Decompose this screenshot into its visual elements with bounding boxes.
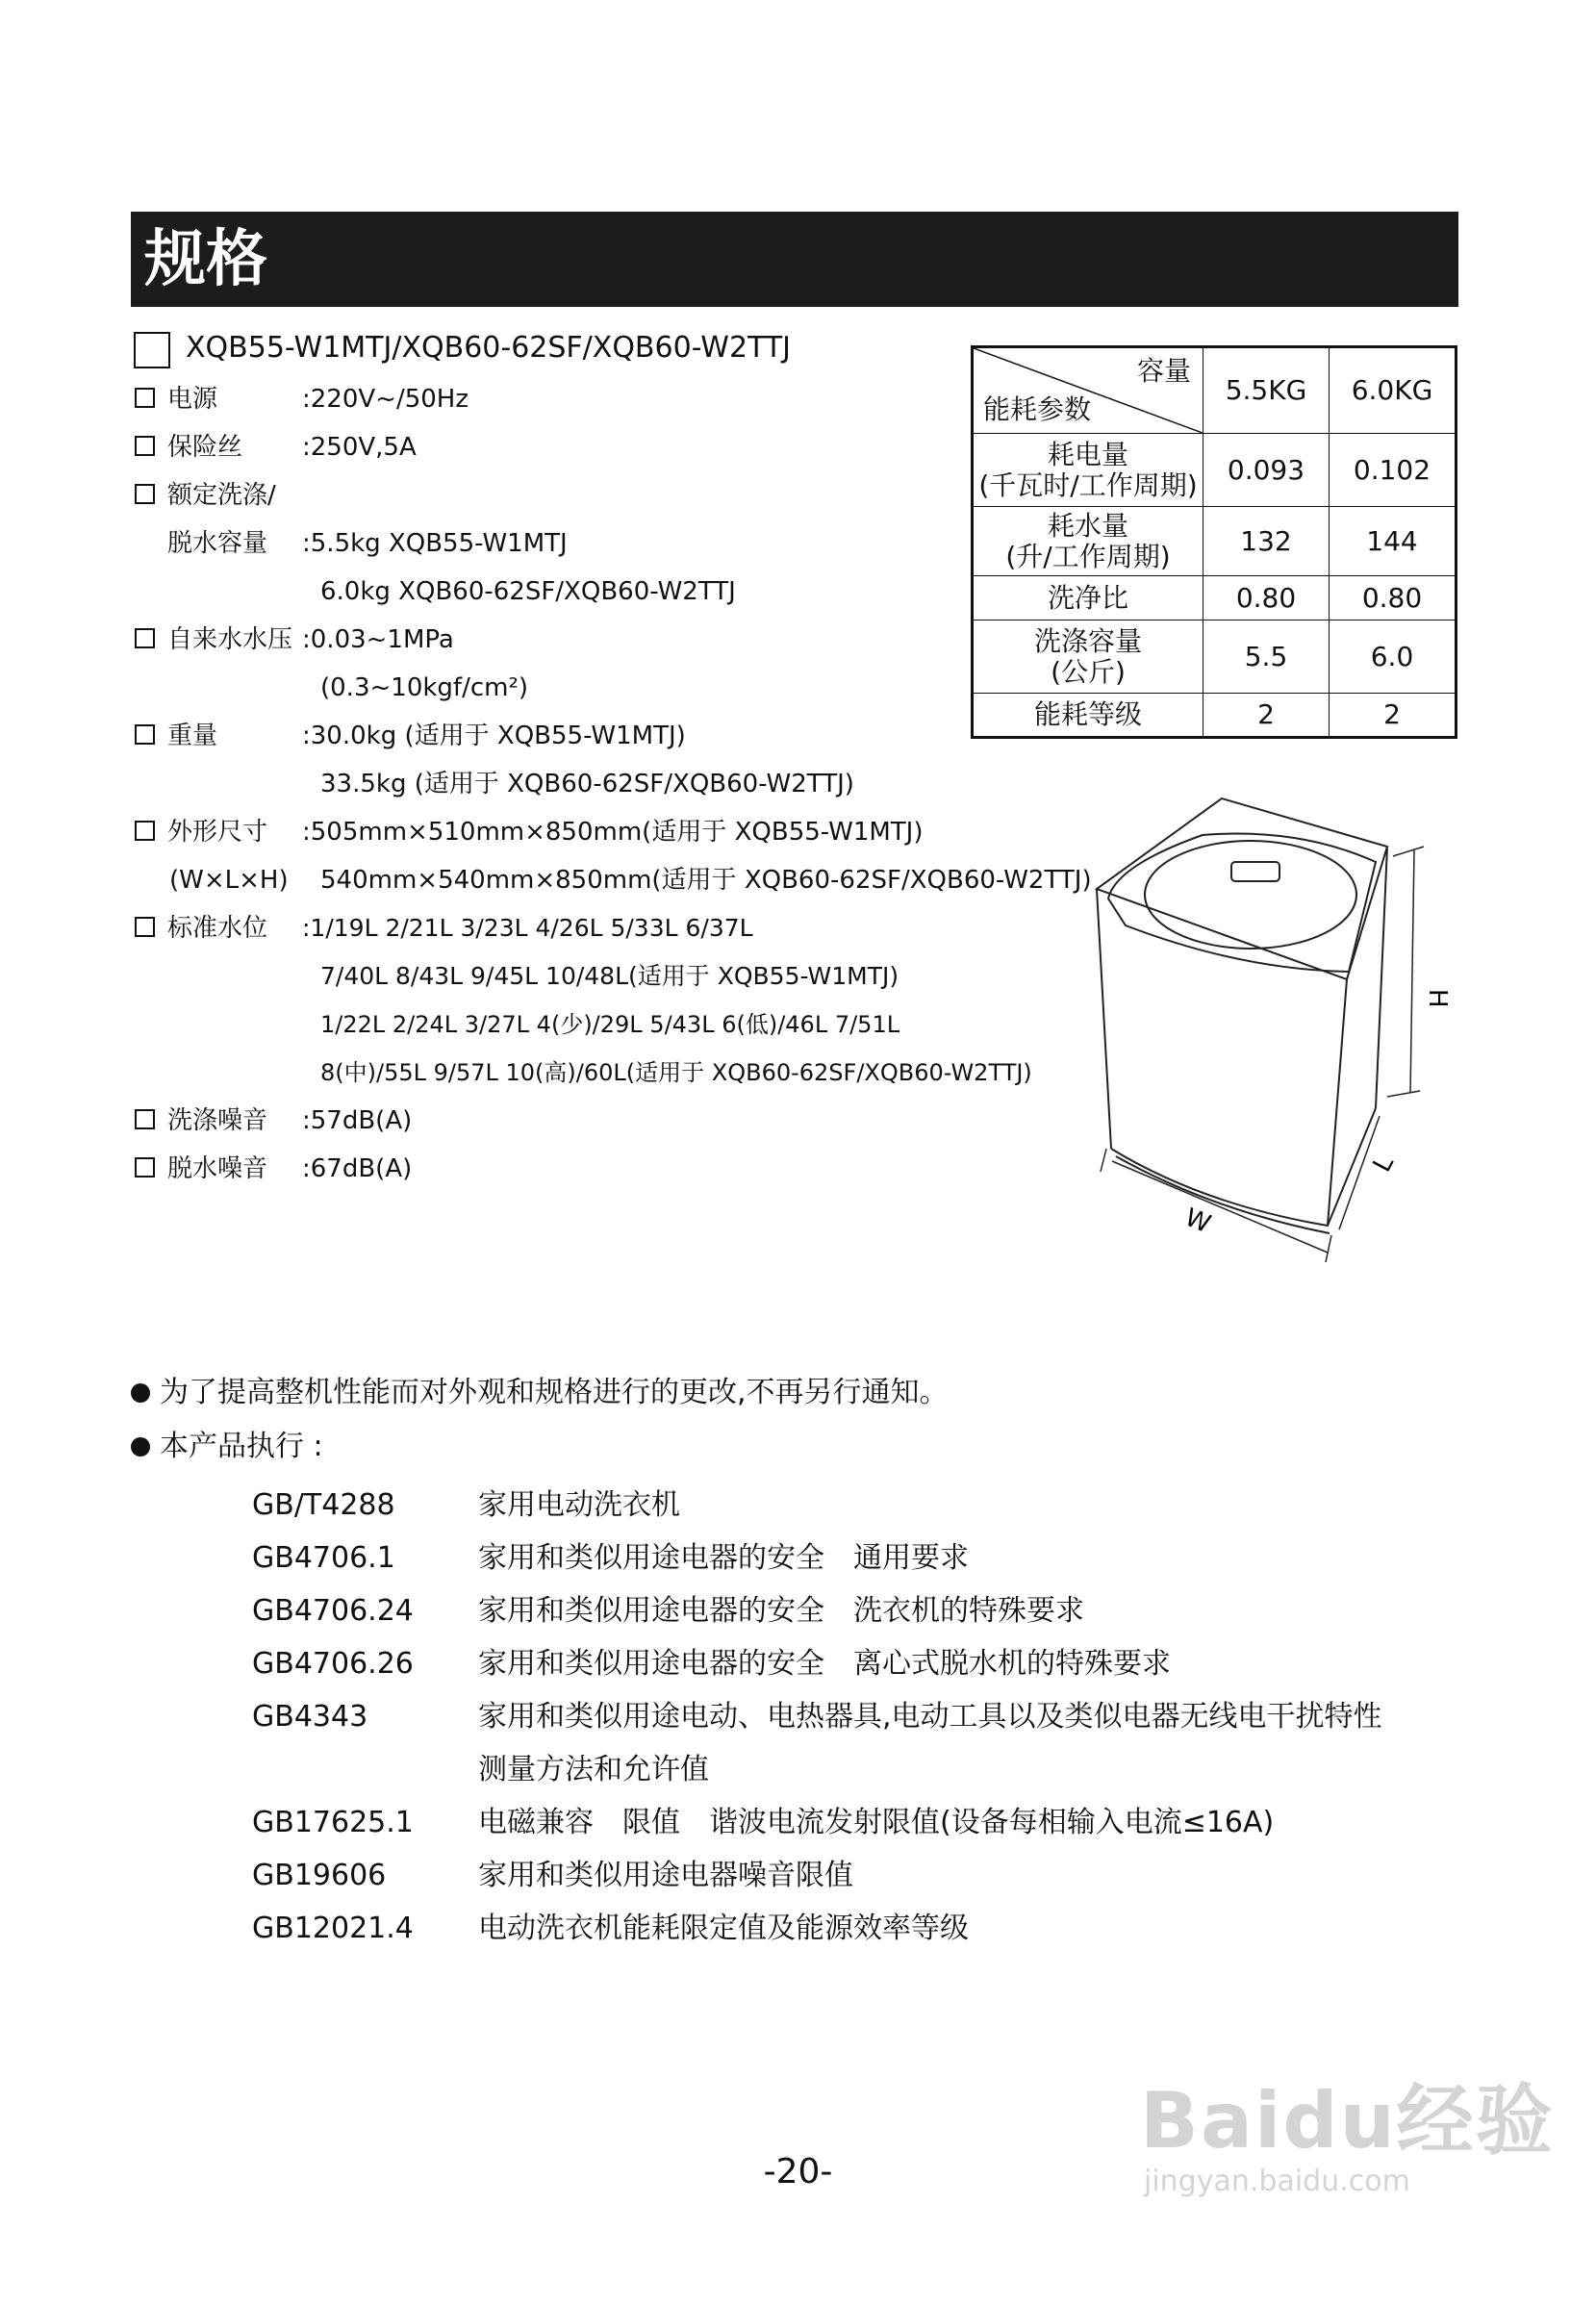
spec-value: 6.0kg XQB60-62SF/XQB60-W2TTJ	[320, 577, 736, 606]
length-label: L	[1367, 1151, 1400, 1178]
cell-value: 2	[1330, 694, 1457, 738]
spec-water-pressure	[131, 616, 1093, 664]
row-label-sub: (公斤)	[1051, 655, 1126, 688]
spec-sub-label: (W×L×H)	[169, 866, 289, 895]
cell-value: 144	[1330, 507, 1457, 576]
spec-value: 7/40L 8/43L 9/45L 10/48L(适用于 XQB55-W1MTJ)	[320, 962, 899, 990]
energy-header-row	[973, 347, 1457, 434]
header-energy-params: 能耗参数	[983, 393, 1092, 425]
note-text: 本产品执行 :	[160, 1430, 323, 1463]
height-label: H	[1423, 989, 1452, 1008]
spec-continuation	[131, 664, 1093, 712]
spec-continuation	[131, 1001, 1093, 1049]
spec-value: :67dB(A)	[302, 1154, 413, 1183]
table-row	[973, 434, 1457, 507]
header-col-6-0kg: 6.0KG	[1330, 347, 1457, 434]
spec-value: :250V,5A	[302, 433, 417, 462]
standard-desc: 家用电动洗衣机	[478, 1488, 680, 1522]
checkbox-icon	[135, 1109, 155, 1129]
height-dimension-line	[1410, 850, 1414, 1093]
standard-code: GB17625.1	[252, 1806, 414, 1839]
washer-front-left-edge	[1097, 889, 1111, 1149]
standard-code: GB/T4288	[252, 1488, 395, 1522]
standard-desc: 家用和类似用途电器的安全 离心式脱水机的特殊要求	[478, 1647, 1171, 1681]
spec-label: 脱水容量	[167, 529, 268, 558]
spec-continuation	[131, 760, 1093, 808]
header-capacity: 容量	[1136, 355, 1191, 387]
spec-value: :5.5kg XQB55-W1MTJ	[302, 529, 568, 558]
checkbox-icon	[135, 436, 155, 456]
baidu-watermark	[1140, 2078, 1555, 2199]
cell-value: 5.5	[1203, 621, 1330, 694]
spec-weight	[131, 712, 1093, 760]
spec-label: 保险丝	[167, 433, 243, 462]
spec-spin-noise	[131, 1145, 1093, 1193]
standard-code: GB12021.4	[252, 1912, 414, 1945]
spec-continuation	[131, 1049, 1093, 1097]
washer-top-panel	[1108, 834, 1376, 972]
energy-table	[971, 345, 1457, 739]
row-label: 能耗等级	[973, 694, 1203, 738]
row-label	[973, 621, 1203, 694]
model-list: XQB55-W1MTJ/XQB60-62SF/XQB60-W2TTJ	[186, 331, 792, 365]
spec-power	[131, 375, 1093, 423]
spec-value: :220V~/50Hz	[302, 385, 469, 414]
table-row	[973, 621, 1457, 694]
spec-label: 额定洗涤/	[167, 481, 276, 510]
standard-desc: 家用和类似用途电器的安全 洗衣机的特殊要求	[478, 1594, 1084, 1628]
cell-value: 0.80	[1330, 576, 1457, 621]
spec-value: 33.5kg (适用于 XQB60-62SF/XQB60-W2TTJ)	[320, 770, 854, 798]
standard-code: GB4343	[252, 1700, 368, 1734]
washer-lid-outline	[1097, 798, 1387, 979]
notes	[131, 1366, 949, 1474]
note-item	[131, 1366, 949, 1420]
cell-value: 2	[1203, 694, 1330, 738]
checkbox-icon	[135, 1157, 155, 1178]
page-number: -20-	[763, 2152, 833, 2191]
standard-desc: 电磁兼容 限值 谐波电流发射限值(设备每相输入电流≤16A)	[478, 1806, 1275, 1839]
spec-value: :57dB(A)	[302, 1106, 413, 1135]
washer-lid	[1145, 841, 1356, 949]
spec-value: :0.03~1MPa	[302, 625, 454, 654]
standard-desc: 电动洗衣机能耗限定值及能源效率等级	[478, 1912, 969, 1945]
spec-continuation	[131, 952, 1093, 1001]
standard-desc: 家用和类似用途电器的安全 通用要求	[478, 1541, 969, 1575]
section-title: 规格	[144, 224, 267, 295]
spec-label: 标准水位	[167, 914, 268, 943]
checkbox-icon	[135, 484, 155, 504]
spec-value: 540mm×540mm×850mm(适用于 XQB60-62SF/XQB60-W2TTJ)	[320, 866, 1092, 895]
diagonal-header-cell	[973, 347, 1203, 434]
spec-label: 外形尺寸	[167, 818, 268, 847]
length-dimension-line	[1339, 1116, 1380, 1229]
table-row	[973, 507, 1457, 576]
standard-code: GB4706.1	[252, 1541, 395, 1575]
checkbox-icon	[135, 821, 155, 841]
spec-label: 自来水水压	[167, 625, 293, 654]
standard-desc: 家用和类似用途电器噪音限值	[478, 1859, 853, 1892]
width-label: W	[1180, 1203, 1215, 1240]
spec-water-level	[131, 904, 1093, 952]
cell-value: 0.80	[1203, 576, 1330, 621]
checkbox-icon	[135, 388, 155, 408]
spec-value: :30.0kg (适用于 XQB55-W1MTJ)	[302, 722, 686, 750]
spec-dimensions	[131, 808, 1093, 856]
spec-value: 1/22L 2/24L 3/27L 4(少)/29L 5/43L 6(低)/46L 7/51L	[320, 1011, 900, 1038]
table-row	[973, 694, 1457, 738]
spec-value: :505mm×510mm×850mm(适用于 XQB55-W1MTJ)	[302, 818, 924, 847]
row-label-line: 耗水量	[1047, 509, 1128, 542]
width-dimension-line	[1112, 1161, 1328, 1253]
table-row	[973, 576, 1457, 621]
checkbox-icon	[135, 724, 155, 745]
watermark-url: jingyan.baidu.com	[1144, 2165, 1410, 2198]
checkbox-icon	[135, 917, 155, 937]
standard-desc: 家用和类似用途电动、电热器具,电动工具以及类似电器无线电干扰特性	[478, 1700, 1382, 1734]
spec-value: :1/19L 2/21L 3/23L 4/26L 5/33L 6/37L	[302, 914, 753, 942]
row-label	[973, 507, 1203, 576]
cell-value: 6.0	[1330, 621, 1457, 694]
section-title-bar	[131, 212, 1458, 307]
cell-value: 0.102	[1330, 434, 1457, 507]
row-label-sub: (升/工作周期)	[1005, 540, 1171, 572]
note-text: 为了提高整机性能而对外观和规格进行的更改,不再另行通知。	[160, 1376, 949, 1409]
spec-label: 电源	[167, 385, 218, 414]
cell-value: 132	[1203, 507, 1330, 576]
row-label-line: 耗电量	[1047, 438, 1128, 470]
row-label	[973, 434, 1203, 507]
cell-value: 0.093	[1203, 434, 1330, 507]
spec-label: 洗涤噪音	[167, 1106, 268, 1135]
spec-wash-noise	[131, 1097, 1093, 1145]
washer-back-right-edge	[1376, 847, 1387, 1108]
standard-code: GB4706.24	[252, 1594, 414, 1628]
row-label-sub: (千瓦时/工作周期)	[978, 469, 1198, 501]
washer-lid-handle	[1231, 862, 1279, 881]
spec-capacity-values	[131, 519, 1093, 568]
spec-list	[131, 375, 1093, 1193]
bullet-icon	[131, 1383, 150, 1403]
row-label-line: 洗涤容量	[1033, 624, 1142, 657]
note-item	[131, 1420, 949, 1474]
model-checkbox	[134, 332, 170, 368]
standard-desc-continued: 测量方法和允许值	[478, 1753, 709, 1786]
header-col-5-5kg: 5.5KG	[1203, 347, 1330, 434]
spec-continuation	[131, 568, 1093, 616]
watermark-logo-text: Baidu经验	[1140, 2076, 1555, 2166]
row-label: 洗净比	[973, 576, 1203, 621]
standard-code: GB4706.26	[252, 1647, 414, 1681]
bullet-icon	[131, 1437, 150, 1456]
standard-code: GB19606	[252, 1859, 387, 1892]
spec-continuation	[131, 856, 1093, 904]
washer-foot	[1116, 1156, 1330, 1233]
spec-value: (0.3~10kgf/cm²)	[320, 673, 529, 702]
washer-front-right-edge	[1328, 979, 1347, 1226]
spec-fuse	[131, 423, 1093, 471]
spec-capacity	[131, 471, 1093, 519]
spec-label: 脱水噪音	[167, 1154, 268, 1183]
checkbox-icon	[135, 628, 155, 648]
washer-illustration	[1087, 791, 1491, 1267]
spec-value: 8(中)/55L 9/57L 10(高)/60L(适用于 XQB60-62SF/XQB60-W2TTJ)	[320, 1059, 1032, 1086]
spec-label: 重量	[167, 722, 218, 750]
